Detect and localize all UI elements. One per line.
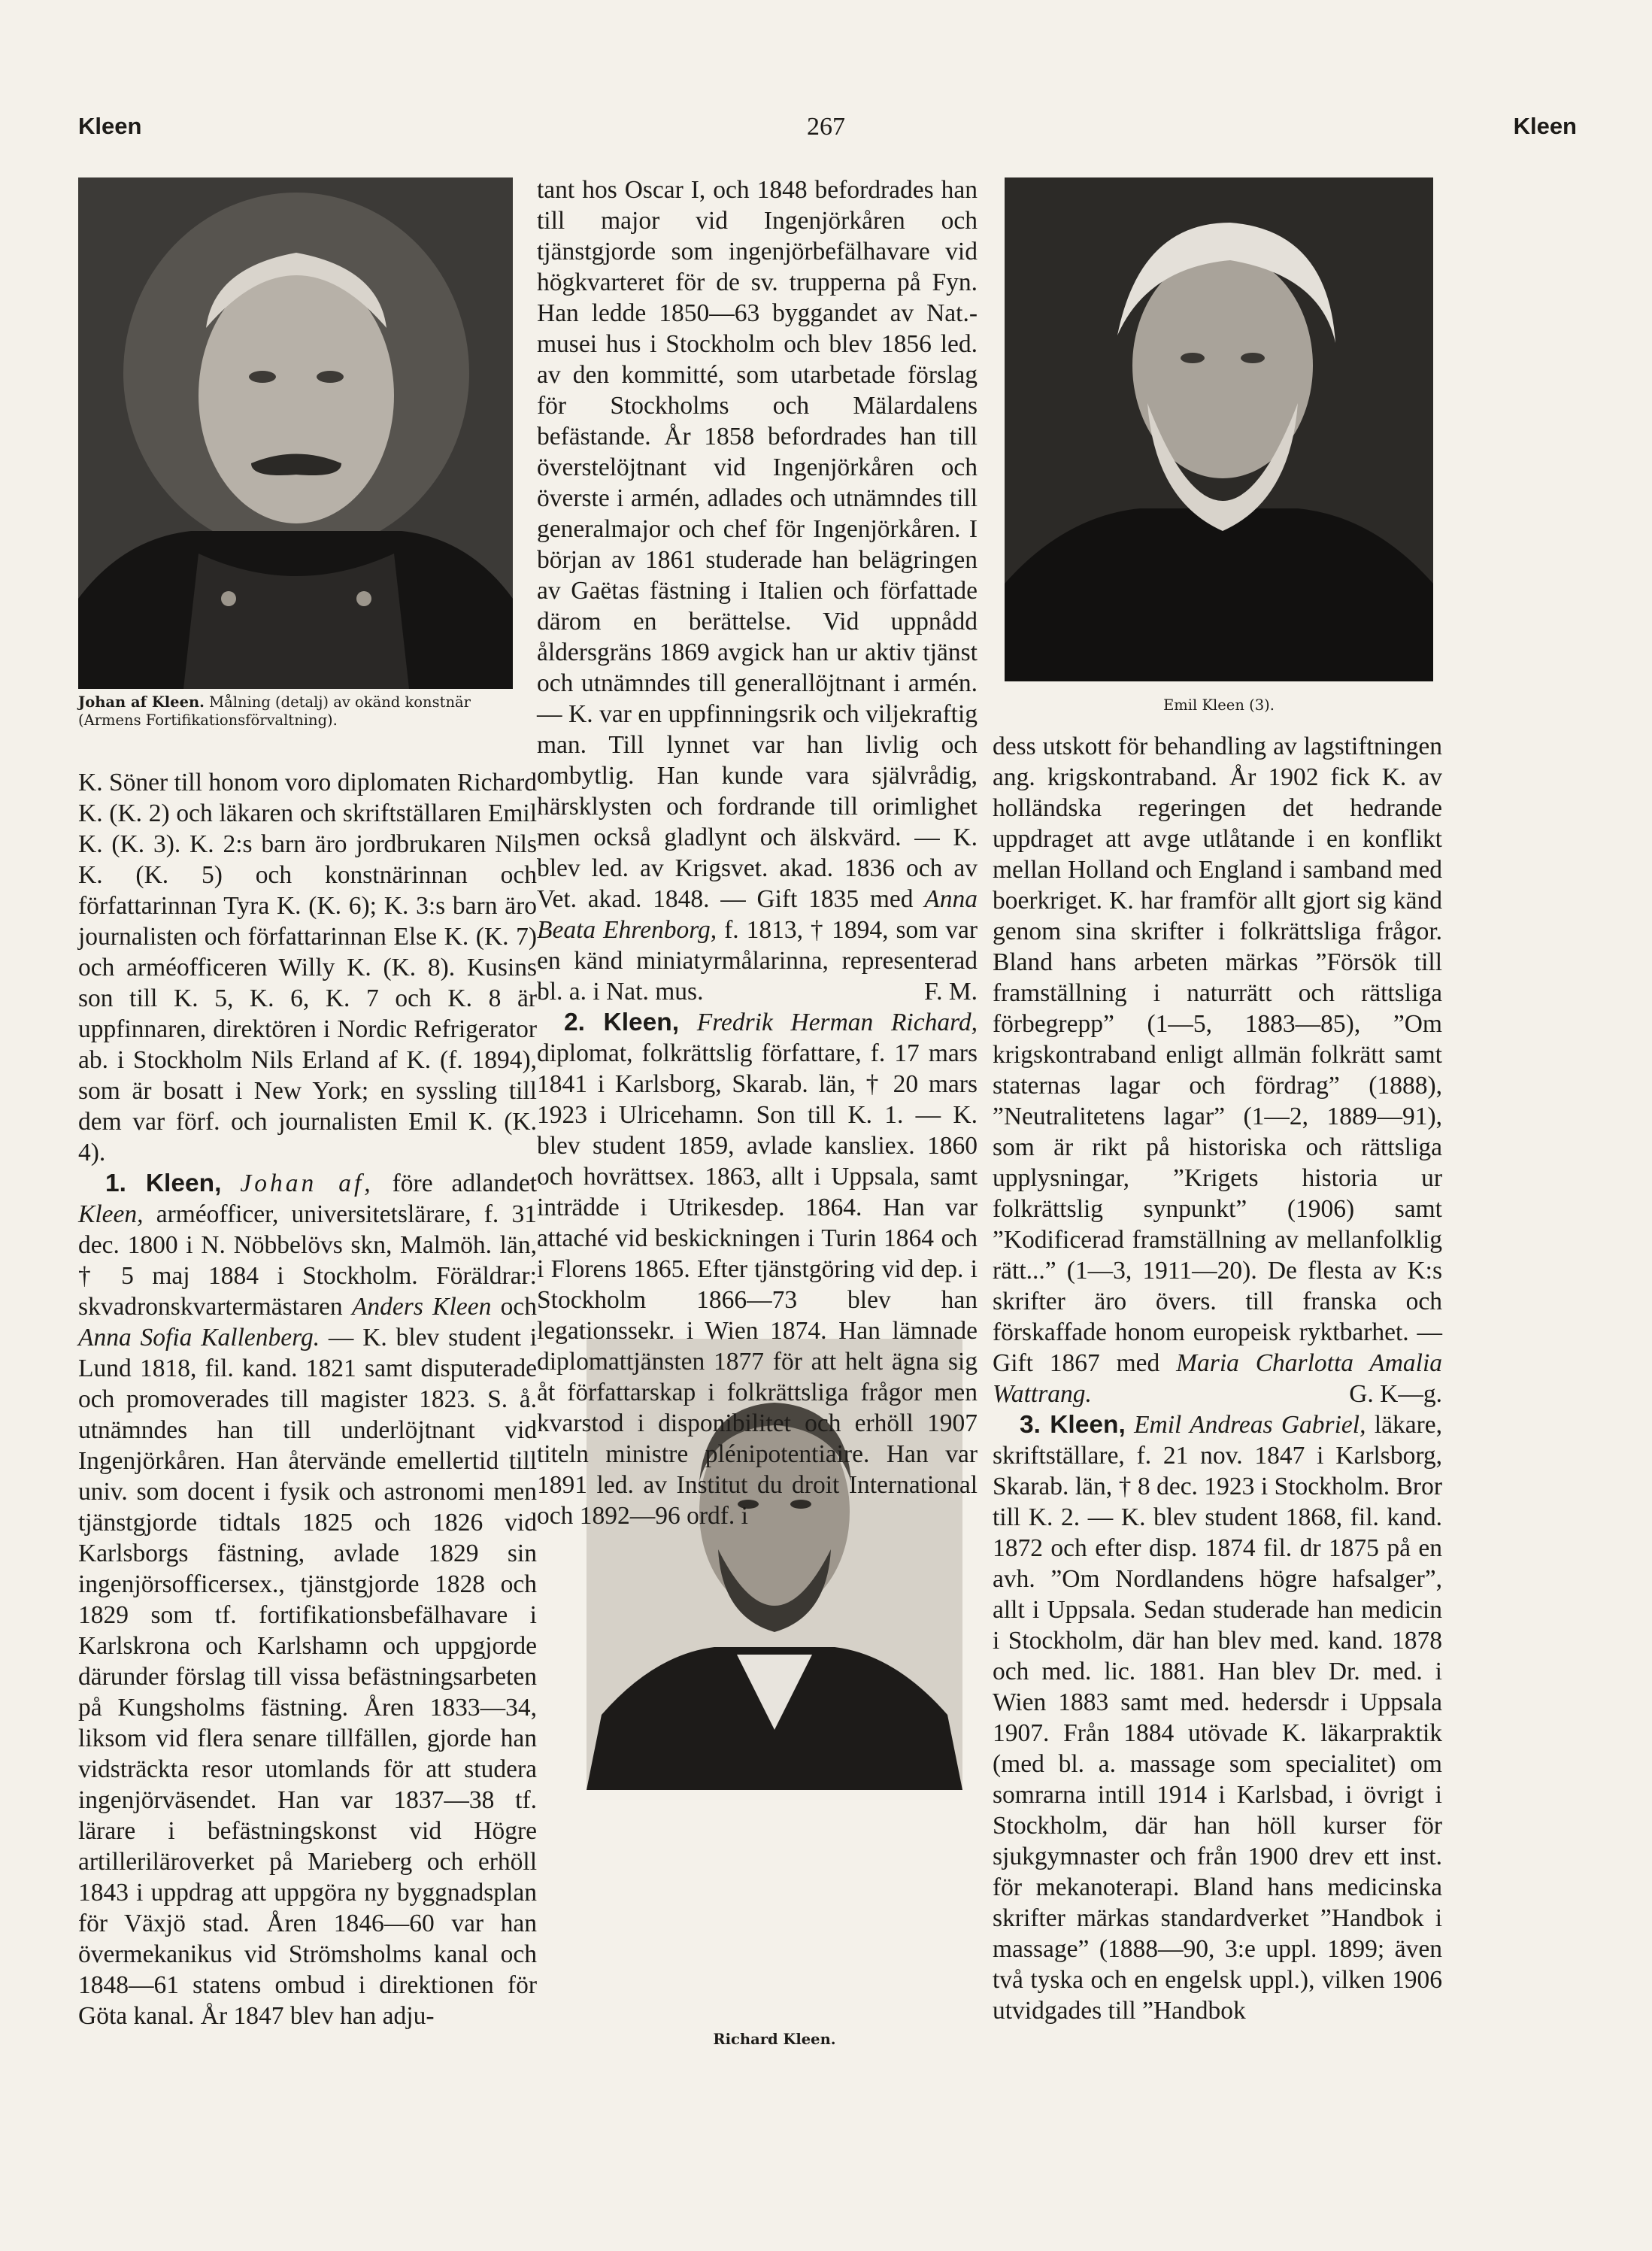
family-intro: K. Söner till honom voro diplomaten Richard K. (K. 2) och läkaren och skriftställaren Emil K. (K. 3). K. 2:s barn äro jordbrukaren Nils K. (K. 5) och konstnärinnan och författarinnan Tyra K. (K. 6); K. 3:s barn äro journalisten och författarinnan Else K. (K. 7) och arméofficeren Willy K. (K. 8). Kusins son till K. 5, K. 6, K. 7 och K. 8 är uppfinnaren, direktören i Nordic Refrigerator ab. i Stockholm Nils Erland af K. (f. 1894), som är bosatt i New York; en syssling till dem var förf. och journalisten Emil K. (K. 4). (78, 769, 537, 1166)
entry-1-wife: Anna Beata Ehrenborg, (537, 885, 978, 944)
header-left-title: Kleen (78, 113, 142, 139)
entry-2-text: diplomat, folkrättslig författare, f. 17 mars 1841 i Karlsborg, Skarab. län, † 20 mars 1923 i Ulricehamn. Son till K. 1. — K. blev student 1859, avlade kansliex. 1860 och hovrättsex. 1863, allt i Uppsala, samt inträdde i Utrikesdep. 1864. Han var attaché vid beskickningen i Turin 1864 och i Florens 1865. Efter tjänstgöring vid dep. i Stockholm 1866—73 blev han legationssekr. i Wien 1874. Han lämnade diplomattjänsten 1877 för att helt ägna sig åt författarskap i folkrättsliga frågor men kvarstod i disponibilitet och erhöll 1907 titeln ministre plénipotentiaire. Han var 1891 led. av Institut du droit International och 1892—96 ordf. i (537, 1039, 978, 1530)
entry-2-cont-text: dess utskott för behandling av lagstiftningen ang. krigskontraband. År 1902 fick K. av holländska regeringen det hedrande uppdraget att avge utlåtande i en konflikt mellan Holland och England i samband med boerkriget. K. har framför allt gjort sig känd genom sina skrifter i folkrättsliga frågor. Bland hans arbeten märkas ”Försök till framställning i naturrätt och rättsliga förbegrepp” (1—5, 1883—85), ”Om krigskontraband enligt allmän folkrätt samt staternas lagar och fördrag” (1888), ”Neutralitetens lagar” (1—2, 1889—91), som är rikt på historiska och rättsliga upplysningar, ”Krigets historia ur folkrättslig synpunkt” (1906) samt ”Kodificerad framställning av mellanfolklig rätt...” (1—3, 1911—20). De flesta av K:s skrifter äro övers. till franska och förskaffade honom europeisk ryktbarhet. — Gift 1867 med (993, 733, 1442, 1377)
portrait-emil-kleen (1005, 177, 1433, 681)
entry-1-cont-text-2: f. 1813, † 1894, som var en känd miniatyrmålarinna, representerad bl. a. i Nat. mus. (537, 916, 978, 1006)
entry-1-continued (537, 174, 978, 1007)
entry-2-richard (537, 1007, 978, 1531)
caption-johan (78, 693, 513, 730)
signature-gkg: G. K—g. (1349, 1380, 1442, 1408)
entry-2-continued (993, 731, 1442, 1409)
entry-3-text: läkare, skriftställare, f. 21 nov. 1847 i Karlsborg, Skarab. län, † 8 dec. 1923 i Stockholm. Bror till K. 2. — K. blev student 1868, fil. kand. 1872 och efter disp. 1874 fil. dr 1875 på en avh. ”Om Nordlandens högre hafsalger”, allt i Uppsala. Sedan studerade han medicin i Stockholm, där han blev med. kand. 1878 och med. lic. 1881. Han blev Dr. med. i Wien 1883 samt med. hedersdr i Uppsala 1907. Från 1884 utövade K. läkarpraktik (med bl. a. massage som specialitet) om somrarna intill 1914 i Karlsbad, i övrigt i Stockholm, där han höll kurser för sjukgymnaster och från 1900 drev ett inst. för mekanoterapi. Bland hans medicinska skrifter märkas standardverket ”Handbok i massage” (1888—90, 3:e uppl. 1899; även två tyska och en engelsk uppl.), vilken 1906 utvidgades till ”Handbok (993, 1411, 1442, 2025)
entry-1-text-b: arméofficer, universitetslärare, f. 31 dec. 1800 i N. Nöbbelövs skn, Malmöh. län, † 5 maj 1884 i Stockholm. Föräldrar: skvadronskvartermästaren (78, 1200, 537, 1321)
entry-1-text-a: före adlandet (392, 1169, 538, 1197)
entry-2-name: Fredrik Herman Richard, (696, 1009, 978, 1036)
entry-2-wife: Maria Charlotta Amalia Wattrang. (993, 1349, 1442, 1408)
header-right-title: Kleen (1513, 113, 1577, 139)
column-3 (993, 731, 1442, 2026)
caption-richard: Richard Kleen. (713, 2031, 836, 2048)
portrait-johan-af-kleen (78, 177, 513, 689)
entry-1-cont-text: tant hos Oscar I, och 1848 befordrades han till major vid Ingenjörkåren och tjänstgjorde som ingenjörbefälhavare vid högkvarteret för de sv. trupperna på Fyn. Han ledde 1850—63 byggandet av Nat.-musei hus i Stockholm och blev 1856 led. av den kommitté, som utarbetade förslag för Stockholms och Mälardalens befästande. År 1858 befordrades han till överstelöjtnant vid Ingenjörkåren och överste i armén, adlades och utnämndes till generalmajor och chef för Ingenjörkåren. I början av 1861 studerade han belägringen av Gaëtas fästning i Italien och författade därom en berättelse. Vid uppnådd åldersgräns 1869 avgick han ur aktiv tjänst och utnämndes till generallöjtnant i armén. — K. var en uppfinningsrik och viljekraftig man. Till lynnet var han livlig och ombytlig. Han kunde vara självrådig, härsklysten och fordrande till orimlighet men också gladlynt och älskvärd. — K. blev led. av Krigsvet. akad. 1836 och av Vet. akad. 1848. — Gift 1835 med (537, 176, 978, 913)
caption-emil: Emil Kleen (3). (1163, 696, 1275, 714)
entry-1-name: Johan af, (240, 1169, 374, 1197)
entry-1-johan (78, 1168, 537, 2031)
page-number: 267 (807, 113, 845, 141)
entry-1-birthname: Kleen, (78, 1200, 144, 1228)
caption-johan-text: Målning (detalj) av okänd konstnär (Armens Fortifikationsförvaltning). (78, 693, 471, 729)
caption-johan-name: Johan af Kleen. (78, 693, 205, 711)
signature-fm: F. M. (924, 978, 978, 1006)
entry-1-father: Anders Kleen (351, 1293, 492, 1321)
entry-3-heading: 3. Kleen, (1020, 1411, 1126, 1439)
entry-3-name: Emil Andreas Gabriel, (1134, 1411, 1366, 1439)
entry-1-heading: 1. Kleen, (105, 1169, 222, 1197)
entry-2-heading: 2. Kleen, (564, 1009, 680, 1036)
entry-1-text-c: — K. blev student i Lund 1818, fil. kand. 1821 samt disputerade och promoverades till magister 1823. S. å. utnämndes han till underlöjtnant vid Ingenjörkåren. Han återvände emellertid till univ. som docent i fysik och astronomi men tjänstgjorde tidtals 1825 och 1826 vid Karlsborgs fästning, avlade 1829 sin ingenjörsofficersex., tjänstgjorde 1828 och 1829 som tf. fortifikationsbefälhavare i Karlskrona och Karlshamn och uppgjorde därunder förslag till vissa befästningsarbeten på Kungsholms fästning. Åren 1833—34, liksom vid flera senare tillfällen, gjorde han vidsträckta resor utomlands för att studera ingenjörväsendet. Han var 1837—38 tf. lärare i befästningskonst vid Högre artilleriläroverket på Marieberg och erhöll 1843 i uppdrag att uppgöra ny byggnadsplan för Växjö stad. Åren 1846—60 var han övermekanikus vid Strömsholms kanal och 1848—61 statens ombud i direktionen för Göta kanal. År 1847 blev han adju- (78, 1324, 537, 2030)
column-2 (537, 174, 978, 1531)
entry-1-mother: Anna Sofia Kallenberg. (78, 1324, 320, 1352)
entry-3-emil (993, 1409, 1442, 2026)
column-1 (78, 767, 537, 2031)
entry-1-och: och (500, 1293, 538, 1321)
